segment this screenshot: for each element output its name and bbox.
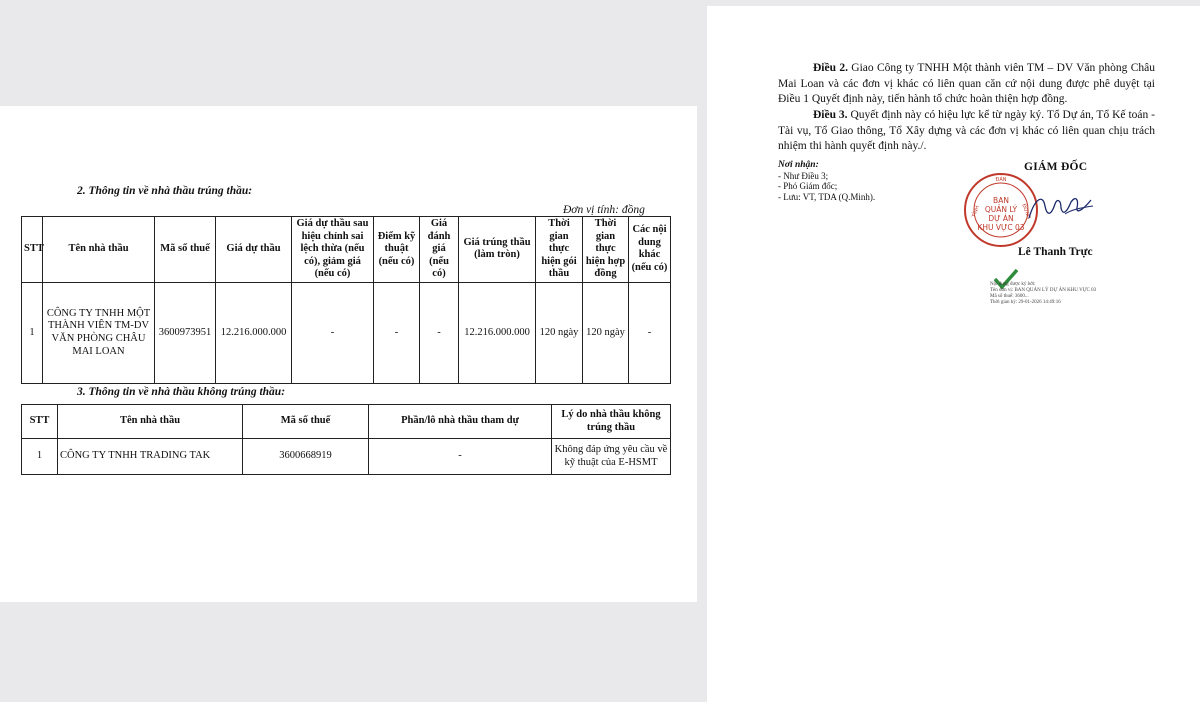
- stamp-line: KHU VỰC 03: [977, 223, 1025, 232]
- table-cell: 3600973951: [155, 282, 216, 383]
- header-cell: Thời gian thực hiện hợp đồng: [583, 217, 629, 283]
- article-2: [778, 61, 1155, 108]
- header-cell: Phần/lô nhà thầu tham dự: [369, 405, 552, 439]
- table-cell: 12.216.000.000: [216, 282, 292, 383]
- header-cell: Lý do nhà thầu không trúng thầu: [552, 405, 671, 439]
- table-cell: -: [420, 282, 459, 383]
- digital-signature-line: Nội dung được ký bởi:: [990, 282, 1036, 287]
- article-2-label: Điều 2.: [813, 62, 848, 74]
- table-row: [22, 439, 671, 475]
- header-cell: Điểm kỹ thuật (nếu có): [374, 217, 420, 283]
- signer-title: GIÁM ĐỐC: [1024, 161, 1088, 173]
- losing-contractor-table: [21, 404, 671, 475]
- recipients-block: [778, 160, 875, 202]
- unit-label: Đơn vị tính: đồng: [563, 204, 645, 216]
- handwritten-signature-icon: [1025, 188, 1097, 226]
- stamp-line: QUẢN LÝ: [984, 205, 1018, 214]
- article-3-text: Quyết định này có hiệu lực kể từ ngày ký. Tổ Dự án, Tổ Kế toán - Tài vụ, Tổ Giao thông, Tổ Xây dựng và các đơn vị khác có liên quan chịu trách nhiệm thi hành quyết định này./.: [778, 109, 1155, 152]
- table-cell: -: [374, 282, 420, 383]
- header-cell: STT: [22, 405, 58, 439]
- article-3-label: Điều 3.: [813, 109, 848, 121]
- digital-signature-line: Tên đơn vị: BAN QUẢN LÝ DỰ ÁN KHU VỰC 03: [990, 288, 1097, 293]
- stamp-line: DỰ ÁN: [988, 214, 1014, 223]
- table-row: [22, 282, 671, 383]
- header-cell: Giá đánh giá (nếu có): [420, 217, 459, 283]
- recipient-item: - Như Điều 3;: [778, 170, 829, 181]
- header-cell: Mã số thuế: [155, 217, 216, 283]
- header-cell: Thời gian thực hiện gói thầu: [536, 217, 583, 283]
- table-cell: CÔNG TY TNHH TRADING TAK: [58, 439, 243, 475]
- table-header-row: [22, 405, 671, 439]
- svg-text:TỈNH: TỈNH: [971, 204, 981, 219]
- table-cell: 120 ngày: [536, 282, 583, 383]
- stamp-text: [973, 196, 1032, 232]
- table-cell: 1: [22, 439, 58, 475]
- recipient-item: - Lưu: VT, TDA (Q.Minh).: [778, 191, 876, 202]
- stamp-line: BAN: [993, 196, 1009, 205]
- recipient-item: - Phó Giám đốc;: [778, 181, 838, 191]
- table-cell: -: [629, 282, 671, 383]
- section2-heading: 2. Thông tin về nhà thầu trúng thầu:: [77, 185, 253, 197]
- header-cell: Giá dự thầu sau hiệu chỉnh sai lệch thừa (nếu có), giảm giá (nếu có): [292, 217, 374, 283]
- document-page-right: [707, 6, 1200, 702]
- header-cell: Mã số thuế: [243, 405, 369, 439]
- header-cell: STT: [22, 217, 43, 283]
- article-3: [778, 108, 1155, 155]
- digital-signature-line: Thời gian ký: 29-01-2026 14:49:16: [990, 300, 1061, 305]
- table-cell: 120 ngày: [583, 282, 629, 383]
- header-cell: Các nội dung khác (nếu có): [629, 217, 671, 283]
- digital-signature-line: Mã số thuế: 3600...: [990, 294, 1029, 299]
- signer-name: Lê Thanh Trực: [1018, 246, 1093, 258]
- header-cell: Tên nhà thầu: [58, 405, 243, 439]
- header-cell: Giá trúng thầu (làm tròn): [459, 217, 536, 283]
- table-cell: -: [292, 282, 374, 383]
- table-cell: CÔNG TY TNHH MỘT THÀNH VIÊN TM-DV VĂN PHÒNG CHÂU MAI LOAN: [43, 282, 155, 383]
- svg-text:ĐƠNG: ĐƠNG: [1020, 203, 1032, 221]
- table-cell: 3600668919: [243, 439, 369, 475]
- header-cell: Tên nhà thầu: [43, 217, 155, 283]
- recipients-title: Nơi nhận:: [778, 160, 819, 170]
- svg-text:ĐẢN: ĐẢN: [995, 177, 1007, 183]
- table-header-row: [22, 217, 671, 283]
- winning-contractor-table: [21, 216, 671, 384]
- section3-heading: 3. Thông tin về nhà thầu không trúng thầu:: [77, 386, 286, 398]
- header-cell: Giá dự thầu: [216, 217, 292, 283]
- table-cell: 12.216.000.000: [459, 282, 536, 383]
- digital-signature-info: [990, 282, 1096, 306]
- article-2-text: Giao Công ty TNHH Một thành viên TM – DV Văn phòng Châu Mai Loan và các đơn vị khác có liên quan căn cứ nội dung được phê duyệt tại Điều 1 Quyết định này, tiến hành tổ chức hoàn thiện hợp đồng.: [778, 62, 1155, 105]
- table-cell: 1: [22, 282, 43, 383]
- document-page-left: [0, 106, 697, 602]
- table-cell: Không đáp ứng yêu cầu về kỹ thuật của E-HSMT: [552, 439, 671, 475]
- table-cell: -: [369, 439, 552, 475]
